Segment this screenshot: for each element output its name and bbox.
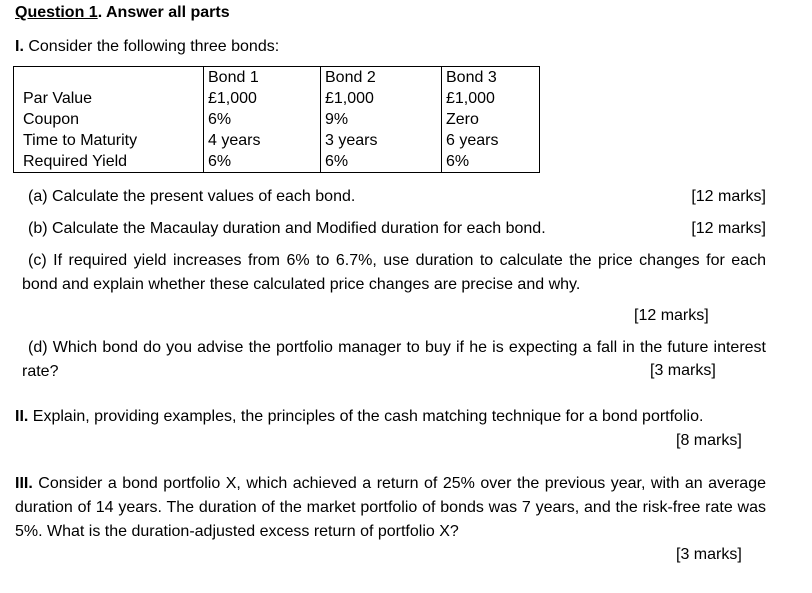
- table-header-cell: Bond 1: [204, 67, 321, 89]
- part3-block: [15, 472, 766, 544]
- part2-marks: [8 marks]: [676, 432, 742, 449]
- table-cell: 4 years: [204, 130, 321, 151]
- table-cell: 6%: [204, 109, 321, 130]
- table-cell: 6 years: [442, 130, 540, 151]
- question-title-rest: . Answer all parts: [97, 4, 230, 21]
- table-row: [14, 130, 540, 151]
- part2-numeral: II.: [15, 408, 29, 425]
- part-b-text: (b) Calculate the Macaulay duration and Modified duration for each bond.: [28, 220, 546, 237]
- part-a-marks: [12 marks]: [691, 188, 766, 205]
- table-cell: 9%: [321, 109, 442, 130]
- table-cell: 6%: [321, 151, 442, 173]
- table-row: [14, 109, 540, 130]
- table-header-cell: Bond 2: [321, 67, 442, 89]
- table-header-cell: [14, 67, 204, 89]
- table-header-row: [14, 67, 540, 89]
- part-d-text: (d) Which bond do you advise the portfolio manager to buy if he is expecting a fall in the future interest rate?: [22, 339, 766, 380]
- table-cell: Required Yield: [23, 153, 128, 170]
- table-cell: £1,000: [442, 88, 540, 109]
- table-cell: 6%: [442, 151, 540, 173]
- question-title-word: Question 1: [15, 4, 98, 21]
- table-row: [14, 88, 540, 109]
- part-c-text: (c) If required yield increases from 6% to 6.7%, use duration to calculate the price changes for each bond and explain whether these calculated price changes are precise and why.: [22, 252, 766, 293]
- part3-numeral: III.: [15, 475, 33, 492]
- part2-text: Explain, providing examples, the principles of the cash matching technique for a bond portfolio.: [28, 408, 704, 425]
- table-row: [14, 151, 540, 173]
- table-cell: Zero: [442, 109, 540, 130]
- part-a-text: (a) Calculate the present values of each bond.: [28, 188, 356, 205]
- table-cell: Time to Maturity: [23, 132, 138, 149]
- table-cell: Par Value: [23, 90, 93, 107]
- table-header-cell: Bond 3: [442, 67, 540, 89]
- question-title: [15, 4, 230, 22]
- part1-numeral: I.: [15, 38, 24, 55]
- part1-intro-text: Consider the following three bonds:: [23, 38, 280, 55]
- part-c-marks: [12 marks]: [634, 307, 709, 324]
- table-cell: £1,000: [204, 88, 321, 109]
- part2-block: [15, 405, 766, 429]
- part-b-marks: [12 marks]: [691, 220, 766, 237]
- table-cell: Coupon: [23, 111, 80, 128]
- part1-intro: [15, 38, 279, 56]
- table-cell: 3 years: [321, 130, 442, 151]
- table-cell: £1,000: [321, 88, 442, 109]
- part3-text: Consider a bond portfolio X, which achieved a return of 25% over the previous year, with an average duration of 14 years. The duration of the market portfolio of bonds was 7 years, and the risk-free rate was 5%. What is the duration-adjusted excess return of portfolio X?: [15, 475, 766, 540]
- part-d-marks: [3 marks]: [650, 362, 716, 379]
- part3-marks: [3 marks]: [676, 546, 742, 563]
- table-cell: 6%: [204, 151, 321, 173]
- bonds-table: [13, 66, 540, 173]
